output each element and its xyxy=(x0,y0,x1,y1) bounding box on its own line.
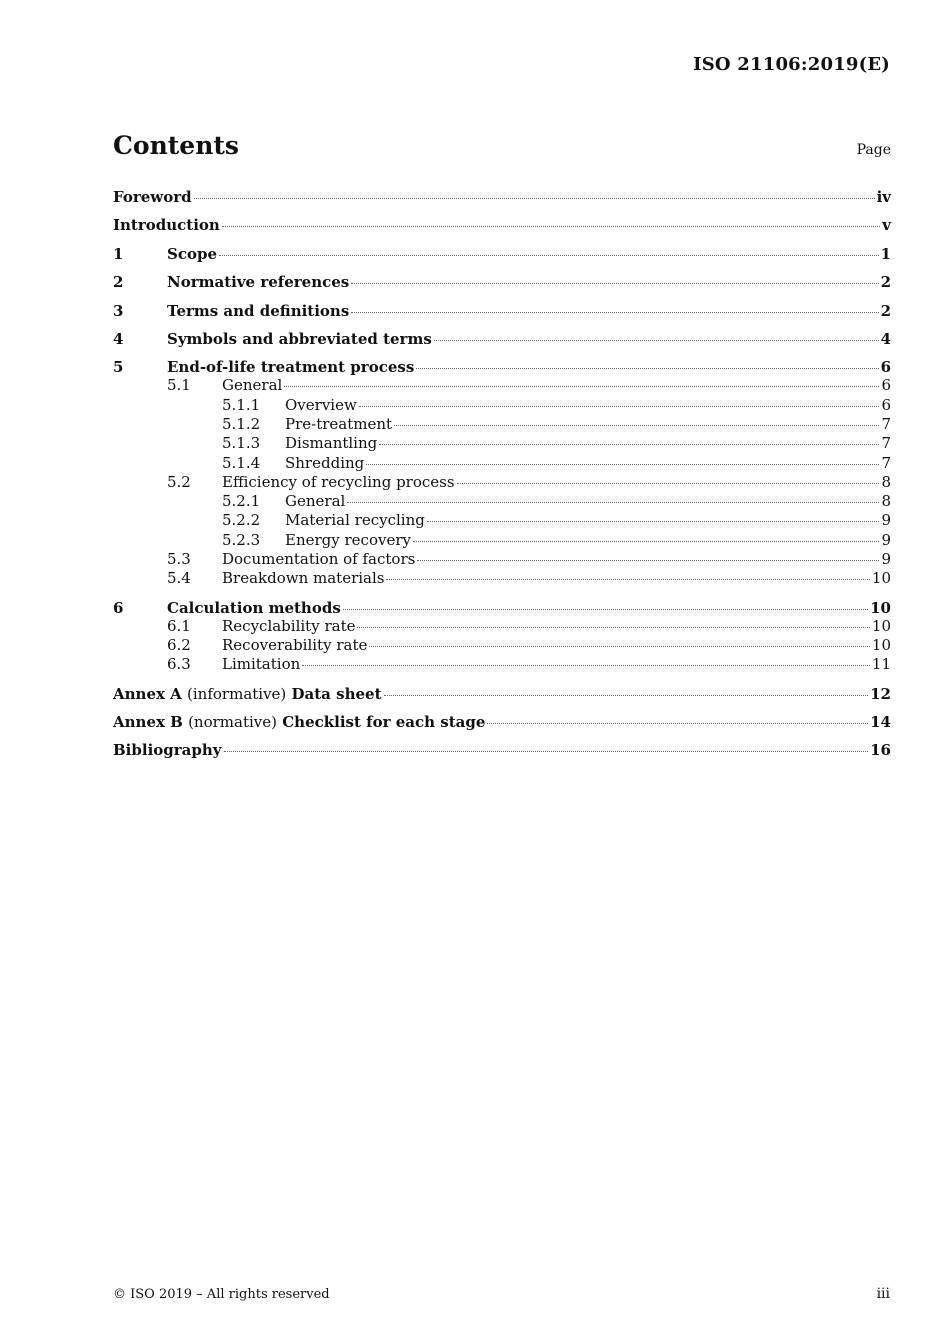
dot-leader xyxy=(434,340,879,341)
toc-entry-introduction[interactable] xyxy=(113,214,891,242)
toc-entry-page: 8 xyxy=(881,492,891,511)
toc-entry-number: 5.1.3 xyxy=(222,434,261,453)
toc-entry-text xyxy=(113,711,485,733)
toc-entry-number: 5.1.1 xyxy=(222,395,261,414)
toc-entry-number: 5.2.3 xyxy=(222,530,261,549)
dot-leader xyxy=(369,646,870,647)
toc-entry-page: 16 xyxy=(870,741,891,760)
toc-entry-text: Symbols and abbreviated terms xyxy=(167,329,432,348)
dot-leader xyxy=(417,560,879,561)
toc-entry-section-5-1-3[interactable] xyxy=(113,434,891,453)
toc-entry-foreword[interactable] xyxy=(113,186,891,214)
toc-entry-page: 7 xyxy=(881,453,891,472)
toc-entry-text: General xyxy=(285,492,346,511)
toc-entry-text: Pre-treatment xyxy=(285,414,393,433)
toc-entry-page: 11 xyxy=(871,655,891,674)
contents-title: Contents xyxy=(113,131,240,160)
toc-entry-text: Dismantling xyxy=(285,434,378,453)
toc-entry-page: 4 xyxy=(880,329,891,348)
dot-leader xyxy=(284,386,879,387)
toc-entry-section-6-2[interactable] xyxy=(113,636,891,655)
dot-leader xyxy=(394,425,879,426)
toc-entry-number: 5.3 xyxy=(167,550,191,569)
dot-leader xyxy=(224,751,869,752)
annex-title: Checklist for each stage xyxy=(282,712,486,731)
toc-entry-number: 5.1.4 xyxy=(222,453,261,472)
dot-leader xyxy=(351,312,878,313)
toc-entry-text: Material recycling xyxy=(285,511,425,530)
toc-entry-annex-b[interactable] xyxy=(113,711,891,739)
toc-entry-section-5[interactable] xyxy=(113,356,891,376)
toc-entry-text: Efficiency of recycling process xyxy=(222,472,455,491)
toc-entry-section-5-1-2[interactable] xyxy=(113,415,891,434)
copyright-notice: © ISO 2019 – All rights reserved xyxy=(113,1287,330,1302)
dot-leader xyxy=(347,502,879,503)
toc-entry-page: 1 xyxy=(880,244,891,263)
toc-entry-number: 5.1 xyxy=(167,376,191,395)
toc-entry-section-3[interactable] xyxy=(113,300,891,328)
toc-entry-number: 4 xyxy=(113,329,124,348)
dot-leader xyxy=(379,444,879,445)
toc-entry-section-1[interactable] xyxy=(113,243,891,271)
dot-leader xyxy=(194,198,875,199)
toc-entry-section-5-2-2[interactable] xyxy=(113,511,891,530)
dot-leader xyxy=(427,521,880,522)
toc-entry-text: Recyclability rate xyxy=(222,616,356,635)
toc-entry-section-5-1-1[interactable] xyxy=(113,396,891,415)
toc-entry-page: 10 xyxy=(871,635,891,654)
dot-leader xyxy=(413,541,879,542)
toc-entry-text: Terms and definitions xyxy=(167,301,350,320)
toc-entry-page: 6 xyxy=(880,358,891,377)
annex-label: Annex A xyxy=(113,684,182,703)
toc-entry-page: 10 xyxy=(870,598,891,617)
toc-entry-text: Breakdown materials xyxy=(222,569,385,588)
dot-leader xyxy=(457,483,880,484)
toc-entry-page: 9 xyxy=(881,511,891,530)
toc-entry-bibliography[interactable] xyxy=(113,739,891,767)
toc-entry-text: End-of-life treatment process xyxy=(167,358,415,377)
toc-entry-number: 5.1.2 xyxy=(222,414,261,433)
dot-leader xyxy=(386,579,869,580)
toc-entry-section-2[interactable] xyxy=(113,271,891,299)
toc-entry-text: Foreword xyxy=(113,188,192,206)
toc-entry-number: 3 xyxy=(113,301,124,320)
dot-leader xyxy=(487,723,868,724)
toc-entry-text: Shredding xyxy=(285,453,365,472)
toc-entry-text: Limitation xyxy=(222,655,301,674)
toc-entry-number: 6.2 xyxy=(167,635,191,654)
toc-entry-text: General xyxy=(222,376,283,395)
toc-entry-number: 5 xyxy=(113,358,124,377)
toc-entry-section-6-1[interactable] xyxy=(113,617,891,636)
toc-entry-section-5-2-1[interactable] xyxy=(113,492,891,511)
dot-leader xyxy=(351,283,878,284)
toc-entry-number: 5.2.1 xyxy=(222,492,261,511)
toc-entry-page: 2 xyxy=(880,273,891,292)
dot-leader xyxy=(359,406,880,407)
toc-entry-section-5-2[interactable] xyxy=(113,473,891,492)
toc-entry-text: Normative references xyxy=(167,273,350,292)
annex-title: Data sheet xyxy=(291,684,382,703)
toc-entry-text xyxy=(113,683,382,705)
dot-leader xyxy=(384,695,869,696)
dot-leader xyxy=(222,226,880,227)
toc-entry-annex-a[interactable] xyxy=(113,683,891,711)
toc-entry-text: Energy recovery xyxy=(285,530,411,549)
toc-entry-number: 5.2.2 xyxy=(222,511,261,530)
annex-label: Annex B xyxy=(113,712,183,731)
toc-entry-section-5-1[interactable] xyxy=(113,376,891,395)
toc-entry-text: Calculation methods xyxy=(167,598,341,617)
toc-entry-text: Overview xyxy=(285,395,357,414)
toc-entry-page: 7 xyxy=(881,434,891,453)
toc-entry-text: Scope xyxy=(167,244,218,263)
page-number: iii xyxy=(876,1286,890,1302)
toc-entry-text: Documentation of factors xyxy=(222,550,416,569)
annex-status: (normative) xyxy=(188,712,277,731)
toc-entry-page: 8 xyxy=(881,472,891,491)
toc-entry-section-6-3[interactable] xyxy=(113,655,891,674)
toc-entry-page: 6 xyxy=(881,376,891,395)
toc-entry-number: 2 xyxy=(113,273,124,292)
toc-entry-number: 1 xyxy=(113,244,124,263)
toc-entry-number: 5.4 xyxy=(167,569,191,588)
annex-status: (informative) xyxy=(187,684,287,703)
spacer xyxy=(113,675,891,683)
toc-entry-text: Recoverability rate xyxy=(222,635,368,654)
toc-entry-section-5-4[interactable] xyxy=(113,569,891,588)
toc-entry-number: 6 xyxy=(113,598,124,617)
toc-entry-page: 9 xyxy=(881,530,891,549)
toc-entry-section-5-3[interactable] xyxy=(113,550,891,569)
toc-entry-page: 2 xyxy=(880,301,891,320)
toc-entry-number: 5.2 xyxy=(167,472,191,491)
toc-entry-page: 12 xyxy=(870,684,891,703)
page-column-label: Page xyxy=(856,142,891,158)
toc-entry-section-4[interactable] xyxy=(113,328,891,356)
toc-entry-text: Bibliography xyxy=(113,741,222,760)
toc-entry-page: 7 xyxy=(881,414,891,433)
toc-entry-number: 6.3 xyxy=(167,655,191,674)
toc-entry-page: 6 xyxy=(881,395,891,414)
dot-leader xyxy=(357,627,869,628)
toc-entry-section-6[interactable] xyxy=(113,597,891,617)
toc-entry-page: 10 xyxy=(871,616,891,635)
dot-leader xyxy=(302,665,870,666)
toc-entry-page: iv xyxy=(876,188,891,206)
dot-leader xyxy=(366,464,879,465)
toc-entry-page: 14 xyxy=(870,712,891,731)
toc-entry-page: 10 xyxy=(871,569,891,588)
toc-entry-number: 6.1 xyxy=(167,616,191,635)
dot-leader xyxy=(343,609,868,610)
spacer xyxy=(113,589,891,597)
dot-leader xyxy=(219,255,879,256)
toc-entry-page: v xyxy=(882,216,891,235)
toc-entry-text: Introduction xyxy=(113,216,220,235)
table-of-contents xyxy=(113,186,891,768)
toc-entry-section-5-1-4[interactable] xyxy=(113,454,891,473)
document-id: ISO 21106:2019(E) xyxy=(693,54,890,75)
dot-leader xyxy=(416,368,878,369)
toc-entry-page: 9 xyxy=(881,550,891,569)
toc-entry-section-5-2-3[interactable] xyxy=(113,531,891,550)
